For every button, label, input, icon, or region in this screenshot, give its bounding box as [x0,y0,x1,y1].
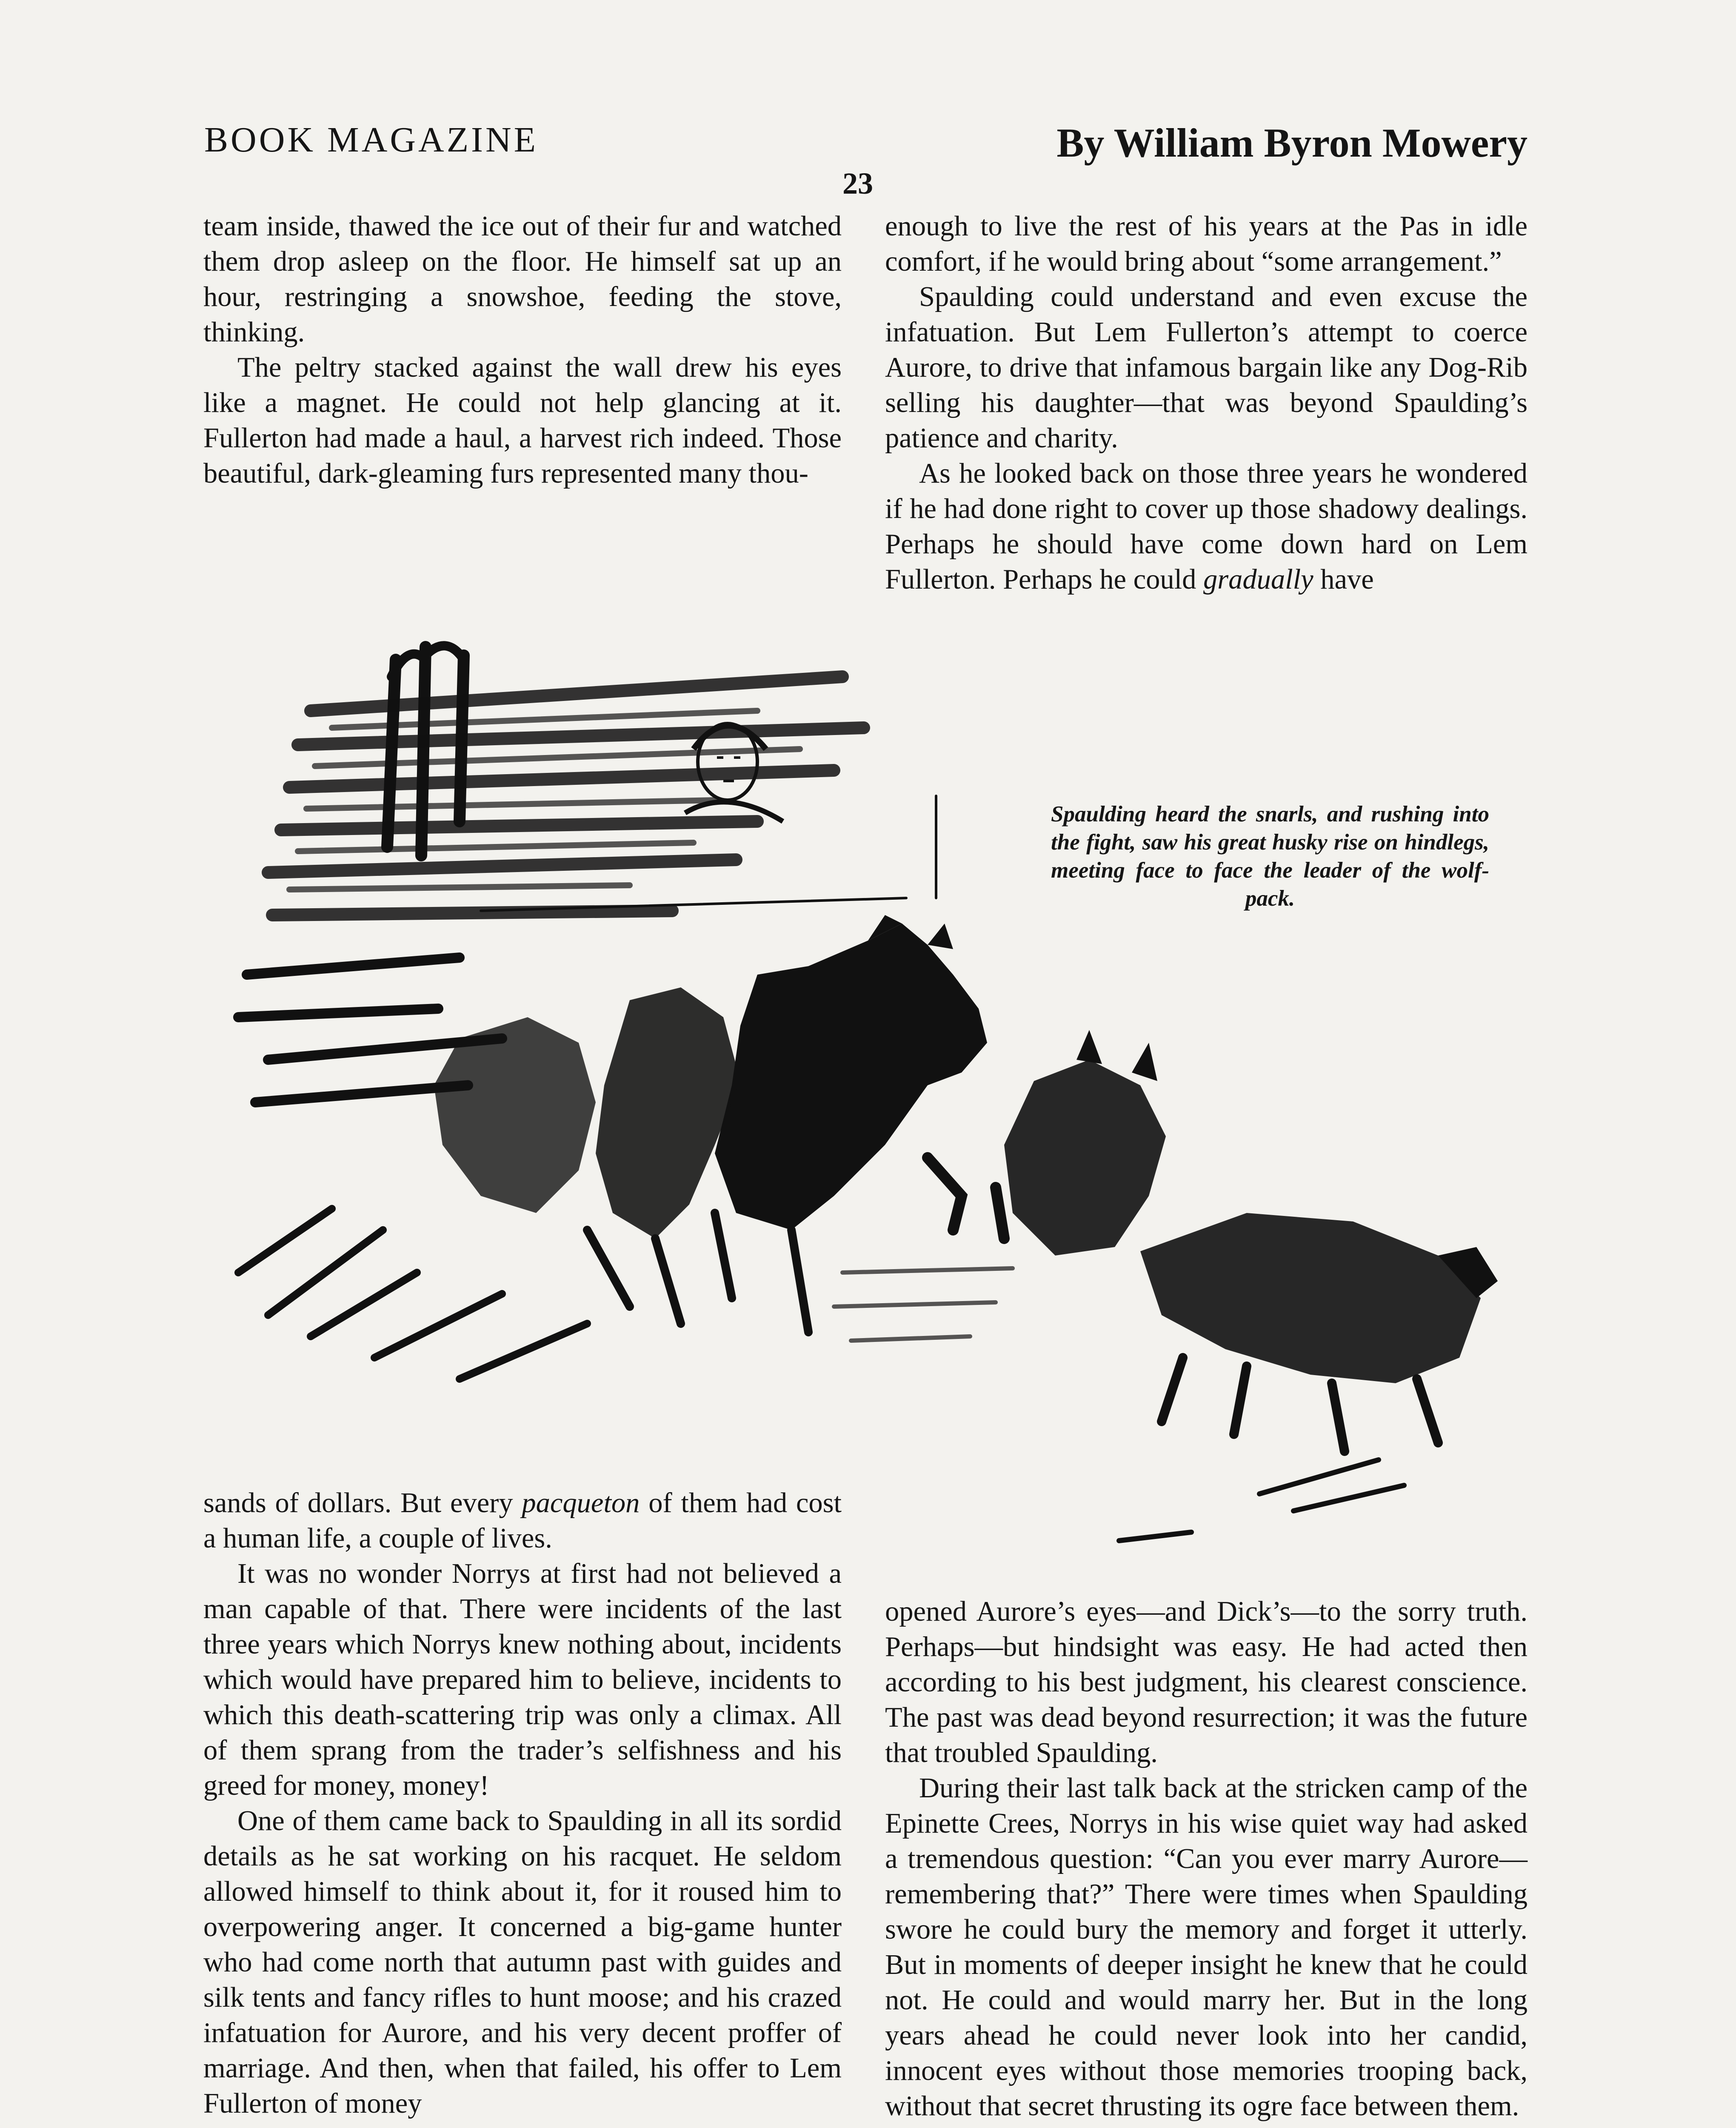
paragraph-text: of them had cost a human life, a couple of lives. [203,1487,842,1554]
column-left-bottom [203,1485,842,2121]
paragraph: It was no wonder Norrys at first had not believed a man capable of that. There were incidents of the last three years which Norrys knew nothing about, incidents which would have prepared him to believe, incidents to which this death-scattering trip was only a climax. All of them sprang from the trader’s selfishness and his greed for money, money! [203,1558,842,1801]
column-right-top [885,209,1528,597]
paragraph-text: sands of dollars. But every [203,1487,522,1519]
paragraph [203,1485,842,1556]
paragraph-text: As he looked back on those three years he wondered if he had done right to cover up those shadowy dealings. Perhaps he should have come down hard on Lem Fullerton. Perhaps he could [885,458,1528,595]
illustration-caption: Spaulding heard the snarls, and rushing into the fight, saw his great husky rise on hindlegs, meeting face to face the leader of the wolf-pack. [1051,802,1489,911]
paragraph: team inside, thawed the ice out of their fur and watched them drop asleep on the floor. He himself sat up an hour, restringing a snowshoe, feeding the stove, thinking. [203,211,842,348]
magazine-title: BOOK MAGAZINE [204,120,538,160]
paragraph: During their last talk back at the stricken camp of the Epinette Crees, Norrys in his wise quiet way had asked a tremendous question: “Can you ever marry Aurore—remembering that?” There were times when Spaulding swore he could bury the memory and forget it utterly. But in moments of deeper insight he knew that he could not. He could and would marry her. But in the long years ahead he could never look into her candid, innocent eyes without those memories trooping back, without that secret thrusting its ogre face between them. [885,1773,1528,2122]
column-left-top [203,209,842,491]
emphasis: pacqueton [522,1487,640,1519]
page-number: 23 [842,166,873,200]
paragraph: One of them came back to Spaulding in all its sordid details as he sat working on his racquet. He seldom allowed himself to think about it, for it roused him to overpowering anger. It concerned a big-game hunter who had come north that autumn past with guides and silk tents and fancy rifles to hunt moose; and his crazed infatuation for Aurore, and his very decent proffer of marriage. And then, when that failed, his offer to Lem Fullerton of money [203,1805,842,2119]
paragraph: opened Aurore’s eyes—and Dick’s—to the sorry truth. Perhaps—but hindsight was easy. He had acted then according to his best judgment, his clearest conscience. The past was dead beyond resurrection; it was the future that troubled Spaulding. [885,1596,1528,1768]
paragraph: The peltry stacked against the wall drew his eyes like a magnet. He could not help glancing at it. Fullerton had made a haul, a harvest rich indeed. Those beautiful, dark-gleaming furs represented many thou- [203,352,842,489]
author-byline: By William Byron Mowery [1056,120,1528,166]
paragraph: Spaulding could understand and even excuse the infatuation. But Lem Fullerton’s attempt to coerce Aurore, to drive that infamous bargain like any Dog-Rib selling his daughter—that was beyond Spaulding’s patience and charity. [885,281,1528,454]
emphasis: gradually [1203,564,1313,595]
wolf-fight-illustration [204,549,1540,1579]
column-right-bottom [885,1594,1528,2124]
paragraph: enough to live the rest of his years at the Pas in idle comfort, if he would bring about “some arrangement.” [885,211,1528,277]
paragraph-text: have [1313,564,1374,595]
